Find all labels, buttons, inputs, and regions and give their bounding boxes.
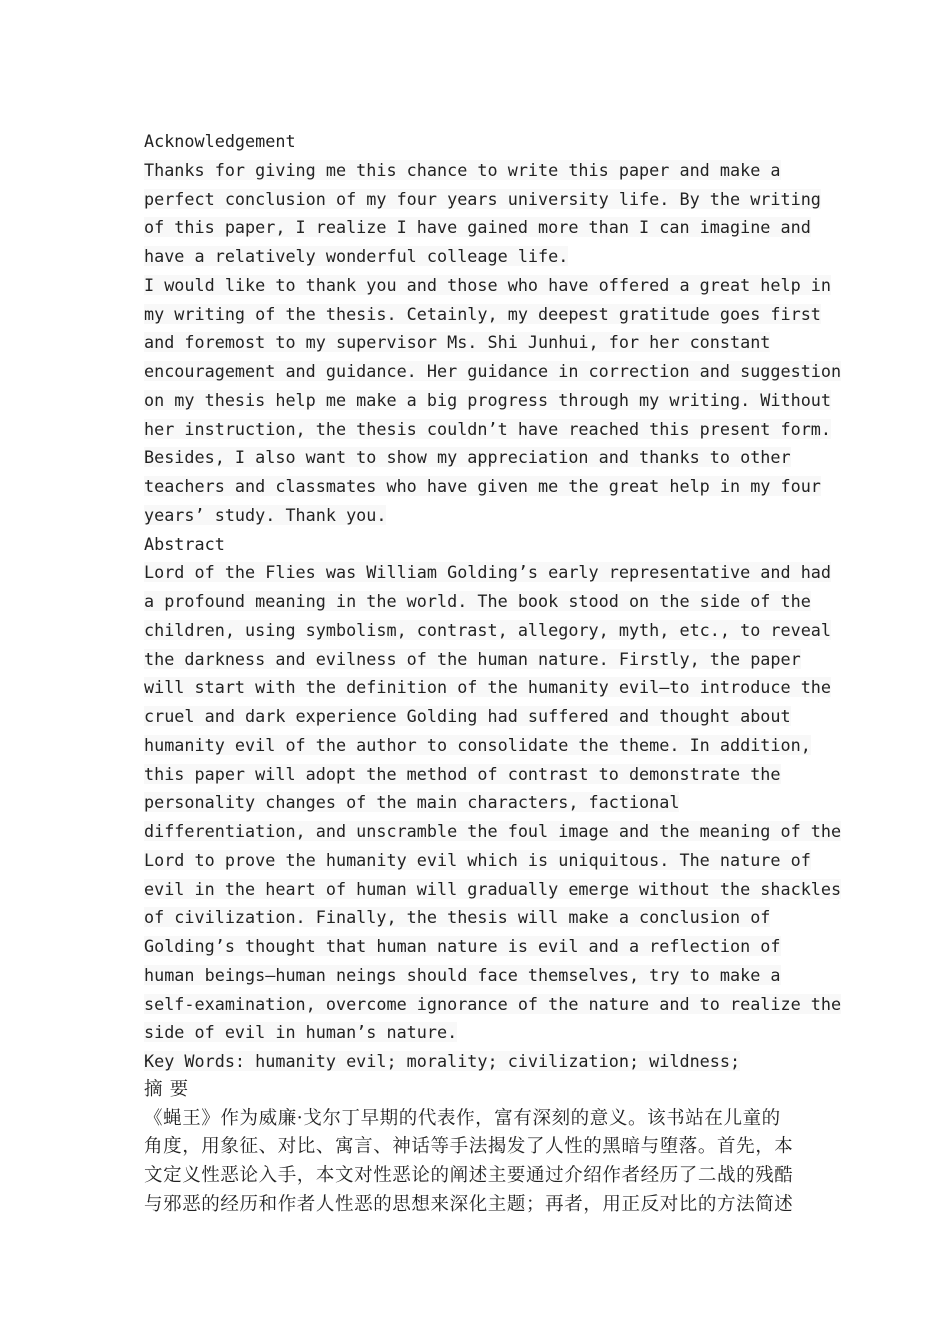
abstract-line: Golding’s thought that human nature is evil and a reflection of [144,936,781,956]
acknowledgement-line: Besides, I also want to show my appreciation and thanks to other [144,447,791,468]
abstract-line: this paper will adopt the method of contrast to demonstrate the [144,763,781,784]
acknowledgement-line: perfect conclusion of my four years university life. By the writing [144,188,821,209]
abstract-line: self-examination, overcome ignorance of the nature and to realize the [144,993,842,1014]
chinese-abstract-line: 与邪恶的经历和作者人性恶的思想来深化主题；再者，用正反对比的方法简述 [144,1193,794,1215]
acknowledgement-heading: Acknowledgement [144,131,296,151]
acknowledgement-line: her instruction, the thesis couldn’t have reached this present form. [144,418,832,439]
chinese-abstract-line: 角度，用象征、对比、寓言、神话等手法揭发了人性的黑暗与堕落。首先，本 [144,1136,794,1158]
abstract-line: a profound meaning in the world. The book stood on the side of the [144,591,811,611]
acknowledgement-line: of this paper, I realize I have gained more than I can imagine and [144,217,811,238]
acknowledgement-line: encouragement and guidance. Her guidance in correction and suggestion [144,361,842,381]
acknowledgement-line: my writing of the thesis. Cetainly, my deepest gratitude goes first [144,303,821,324]
chinese-abstract-body [144,1105,824,1220]
document-page [144,127,842,1220]
acknowledgement-line: Thanks for giving me this chance to write this paper and make a [144,159,781,180]
acknowledgement-line: on my thesis help me make a big progress through my writing. Without [144,389,832,410]
abstract-line: will start with the definition of the humanity evil—to introduce the [144,677,832,698]
abstract-line: the darkness and evilness of the human nature. Firstly, the paper [144,648,801,669]
acknowledgement-line: I would like to thank you and those who have offered a great help in [144,274,832,295]
abstract-line: side of evil in human’s nature. [144,1022,458,1043]
abstract-line: human beings—human neings should face themselves, try to make a [144,964,781,985]
abstract-body [144,558,842,1047]
acknowledgement-line: and foremost to my supervisor Ms. Shi Junhui, for her constant [144,332,771,353]
acknowledgement-line: have a relatively wonderful colleage life. [144,246,569,266]
abstract-line: cruel and dark experience Golding had suffered and thought about [144,706,791,726]
chinese-abstract-heading: 摘 要 [144,1078,189,1100]
acknowledgement-line: teachers and classmates who have given me the great help in my four [144,476,821,496]
abstract-line: humanity evil of the author to consolidate the theme. In addition, [144,734,811,755]
abstract-line: evil in the heart of human will gradually emerge without the shackles [144,878,842,899]
abstract-line: differentiation, and unscramble the foul image and the meaning of the [144,821,842,841]
abstract-line: personality changes of the main characters, factional [144,792,680,813]
acknowledgement-line: years’ study. Thank you. [144,504,387,525]
abstract-line: of civilization. Finally, the thesis will make a conclusion of [144,907,771,928]
keywords-line: Key Words: humanity evil; morality; civilization; wildness; [144,1051,741,1071]
acknowledgement-body [144,156,842,530]
chinese-abstract-line: 《蝇王》作为威廉·戈尔丁早期的代表作，富有深刻的意义。该书站在儿童的 [144,1107,781,1129]
abstract-line: Lord to prove the humanity evil which is uniquitous. The nature of [144,849,811,870]
abstract-line: children, using symbolism, contrast, allegory, myth, etc., to reveal [144,619,832,640]
abstract-heading: Abstract [144,533,225,554]
abstract-line: Lord of the Flies was William Golding’s early representative and had [144,562,832,583]
chinese-abstract-line: 文定义性恶论入手，本文对性恶论的阐述主要通过介绍作者经历了二战的残酷 [144,1165,794,1186]
